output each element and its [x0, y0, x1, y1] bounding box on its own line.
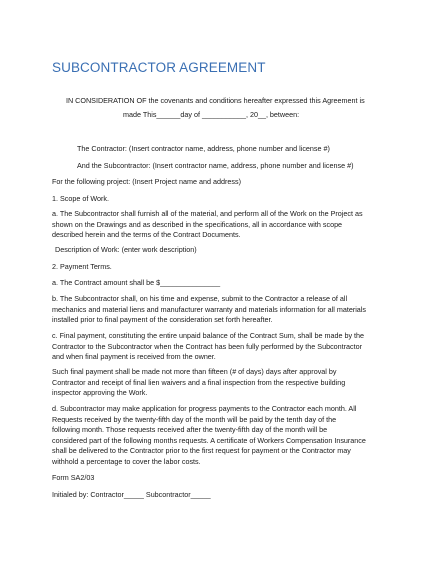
payment-b-line: b. The Subcontractor shall, on his time and expense, submit to the Contractor a release of all [52, 294, 348, 303]
final-payment-paragraph [52, 367, 382, 399]
initialed-line: Initialed by: Contractor_____ Subcontractor_____ [52, 490, 211, 499]
scope-a-line: described herein and the terms of the Contract Documents. [52, 230, 241, 240]
payment-c-line: and when final payment is received from the owner. [52, 352, 216, 362]
progress-payment-paragraph [52, 404, 382, 468]
description-line: Description of Work: (enter work description) [55, 245, 197, 254]
subcontractor-line: And the Subcontractor: (Insert contractor name, address, phone number and license #) [77, 161, 354, 170]
progress-line: d. Subcontractor may make application for progress payments to the Contractor each month. All [52, 404, 357, 413]
document-title: SUBCONTRACTOR AGREEMENT [52, 60, 266, 75]
payment-a-line: a. The Contract amount shall be $_______________ [52, 278, 221, 287]
payment-paragraph-c [52, 331, 382, 363]
intro-line-2: made This______day of ___________, 20__, between: [123, 110, 300, 119]
payment-c-line: Contractor to the Subcontractor when the Contract has been fully performed by the Subcontractor [52, 341, 363, 351]
scope-heading: 1. Scope of Work. [52, 194, 109, 203]
payment-heading: 2. Payment Terms. [52, 262, 112, 271]
progress-line: following month. Those requests received after the twenty-fifth day of the month will be [52, 425, 328, 435]
payment-paragraph-b [52, 294, 382, 326]
final-payment-line: inspector approving the Work. [52, 388, 148, 398]
contractor-line: The Contractor: (Insert contractor name, address, phone number and license #) [77, 144, 330, 153]
progress-line: Requests received by the twenty-fifth day of the month will be paid by the tenth day of the [52, 414, 337, 424]
progress-line: shall be delivered to the Contractor prior to the first request for payment or the Contractor may [52, 446, 351, 456]
payment-b-line: installed prior to final payment of the consideration set forth hereafter. [52, 315, 273, 325]
progress-line: withhold a percentage to cover the labor costs. [52, 456, 201, 466]
scope-paragraph-a [52, 209, 382, 241]
form-number: Form SA2/03 [52, 473, 95, 482]
progress-line: considered part of the following months requests. A certificate of Workers Compensation Insurance [52, 435, 366, 445]
final-payment-line: Contractor and receipt of final lien waivers and a final inspection from the respective building [52, 377, 346, 387]
intro-line-1: IN CONSIDERATION OF the covenants and conditions hereafter expressed this Agreement is [66, 96, 365, 105]
scope-a-line: shown on the Drawings and as described in the specifications, all in accordance with scope [52, 219, 343, 229]
final-payment-line: Such final payment shall be made not more than fifteen (# of days) days after approval by [52, 367, 337, 376]
scope-a-line: a. The Subcontractor shall furnish all of the material, and perform all of the Work on the Project as [52, 209, 363, 218]
project-line: For the following project: (Insert Project name and address) [52, 177, 241, 186]
payment-b-line: mechanics and material liens and manufacturer warranty and materials information for all materials [52, 304, 366, 314]
payment-c-line: c. Final payment, constituting the entire unpaid balance of the Contract Sum, shall be made by the [52, 331, 365, 340]
